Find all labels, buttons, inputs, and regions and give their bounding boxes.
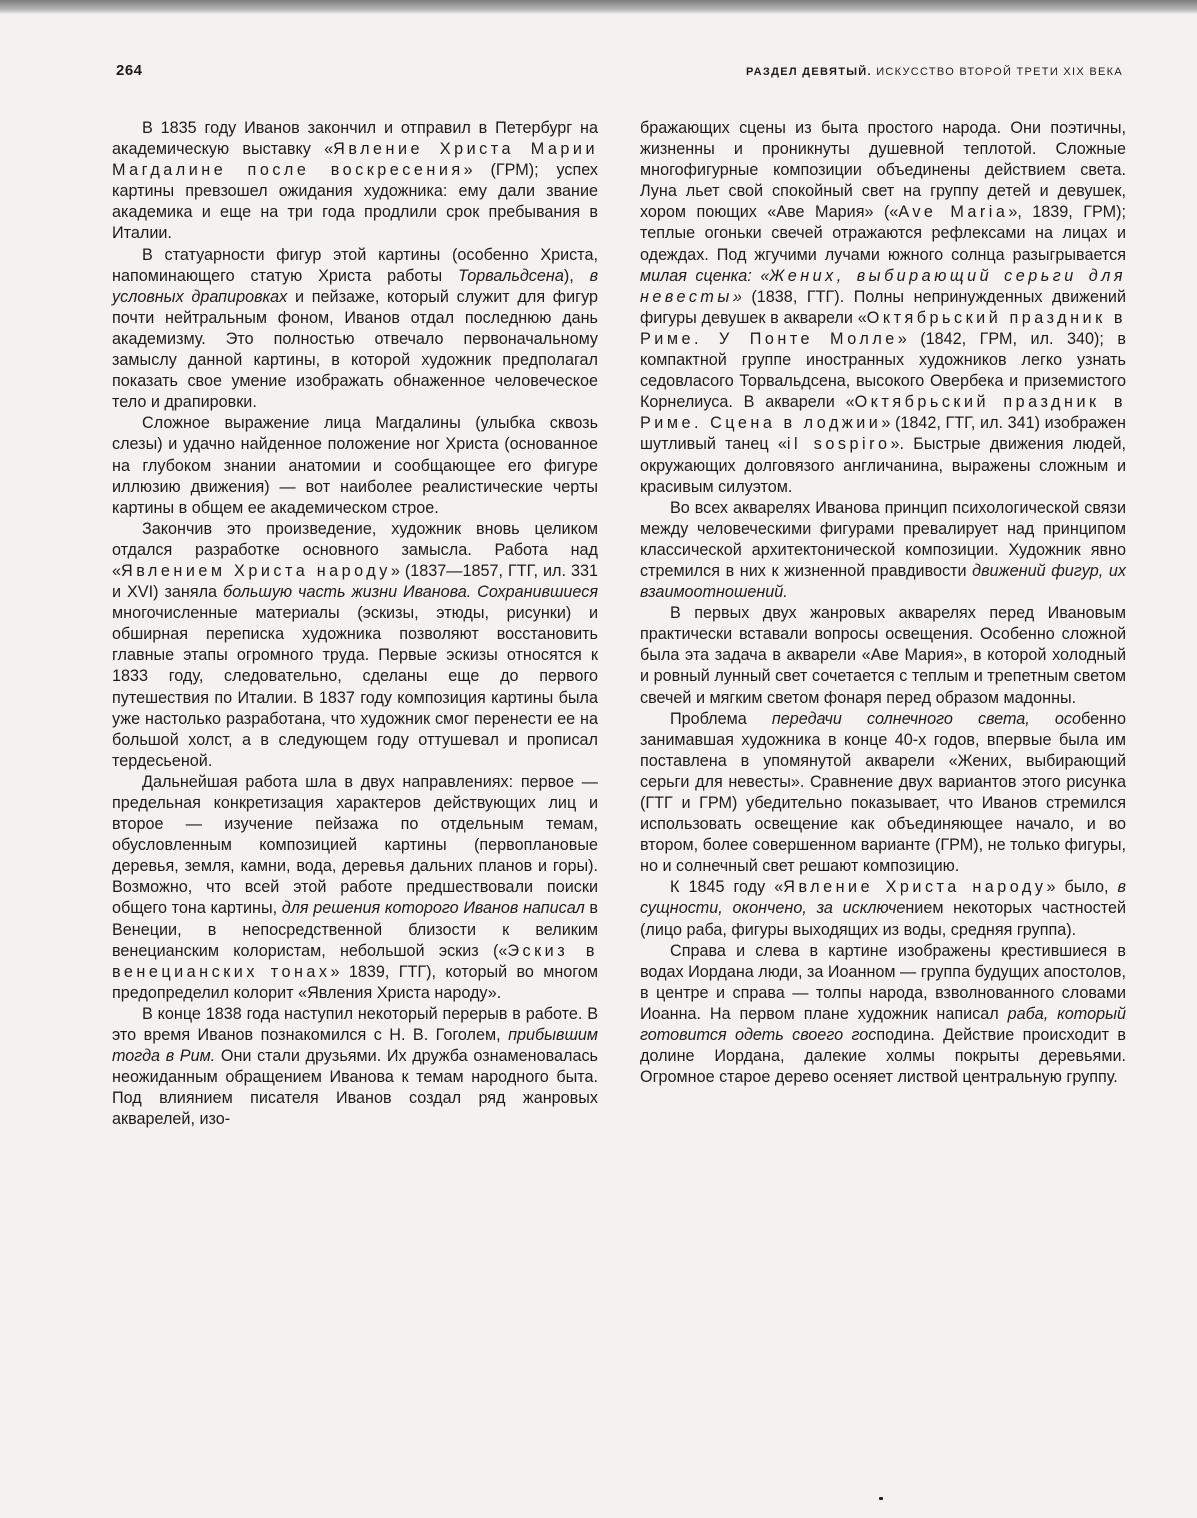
print-speck <box>879 1497 883 1500</box>
running-header-section: РАЗДЕЛ ДЕВЯТЫЙ. <box>746 66 872 78</box>
running-header <box>746 66 1123 78</box>
paragraph: В 1835 году Иванов закончил и отправил в Петербург на академическую выставку «Явление Христа Марии Магдалине после воскресения» (ГРМ); успех картины превзошел ожидания художника: ему дали звание академика и еще на три года продлили срок пребывания в Италии. <box>112 119 598 243</box>
page-number: 264 <box>116 62 143 79</box>
paragraph: В конце 1838 года наступил некоторый перерыв в работе. В это время Иванов познакомился с Н. В. Гоголем, прибывшим тогда в Рим. Они стали друзьями. Их дружба ознаменовалась неожиданным обращением Иванова к темам народного быта. Под влиянием писателя Иванов создал ряд жанровых акварелей, изо- <box>112 1004 598 1129</box>
paragraph-continued: бражающих сцены из быта простого народа. Они поэтичны, жизненны и проникнуты душевной теплотой. Сложные многофигурные композиции объединены действием света. Луна льет свой спокойный свет на группу детей и девушек, хором поющих «Аве Мария» («Ave Maria», 1839, ГРМ); теплые огоньки свечей отражаются рефлексами на лицах и одеждах. Под жгучими лучами южного солнца разыгрывается милая сценка: «Жених, выбирающий серьги для невесты» (1838, ГТГ). Полны непринужденных движений фигуры девушек в акварели «Октябрьский праздник в Риме. У Понте Молле» (1842, ГРМ, ил. 340); в компактной группе иностранных художников легко узнать седовласого Торвальдсена, высокого Овербека и приземистого Корнелиуса. В акварели «Октябрьский праздник в Риме. Сцена в лоджии» (1842, ГТГ, ил. 341) изображен шутливый танец «il sospiro». Быстрые движения людей, окружающих долговязого англичанина, выражены сложным и красивым силуэтом. <box>640 119 1127 496</box>
paragraph: В первых двух жанровых акварелях перед Ивановым практически вставали вопросы освещения. Особенно сложной была эта задача в акварели «Аве Мария», в которой холодный и ровный лунный свет сочетается с теплым и трепетным светом свечей и мягким светом фонаря перед образом мадонны. <box>640 604 1126 707</box>
paragraph: Дальнейшая работа шла в двух направлениях: первое — предельная конкретизация характеров действующих лиц и второе — изучение пейзажа по отдельным темам, обусловленным композицией картины (первоплановые деревья, земля, камни, вода, деревья дальних планов и горы). Возможно, что всей этой работе предшествовали поиски общего тона картины, для решения которого Иванов написал в Венеции, в непосредственной близости к великим венецианским колористам, небольшой эскиз («Эскиз в венецианских тонах» 1839, ГТГ), который во многом предопределил колорит «Явления Христа народу». <box>112 772 598 1002</box>
paragraph: Во всех акварелях Иванова принцип психологической связи между человеческими фигурами превалирует над принципом классической архитектонической композиции. Художник явно стремился в них к жизненной правдивости движений фигур, их взаимоотношений. <box>640 498 1126 602</box>
paragraph: Проблема передачи солнечного света, особенно занимавшая художника в конце 40-х годов, впервые была им поставлена в упомянутой акварели «Жених, выбирающий серьги для невесты». Сравнение двух вариантов этого рисунка (ГТГ и ГРМ) убедительно показывает, что Иванов стремился использовать освещение как объединяющее начало, и во втором, более совершенном варианте (ГРМ), не только фигуры, но и солнечный свет решают композицию. <box>640 709 1126 876</box>
right-column <box>640 118 1126 1088</box>
paragraph: Сложное выражение лица Магдалины (улыбка сквозь слезы) и удачно найденное положение ног Христа (основанное на глубоком знании анатомии и сообщающее его фигуре иллюзию движения) — вот наиболее реалистические черты картины в общем ее академическом строе. <box>112 414 598 517</box>
scan-edge-shadow <box>0 0 1197 14</box>
paragraph: К 1845 году «Явление Христа народу» было, в сущности, окончено, за исключением некоторых частностей (лицо раба, фигуры выходящих из воды, средняя группа). <box>640 878 1126 939</box>
paragraph: В статуарности фигур этой картины (особенно Христа, напоминающего статую Христа работы Торвальдсена), в условных драпировках и пейзаже, который служит для фигур почти нейтральным фоном, Иванов отдал последнюю дань академизму. Это полностью отвечало первоначальному замыслу данной картины, в которой художник предполагал показать свое умение изображать обнаженное человеческое тело и драпировки. <box>112 245 599 412</box>
paragraph: Справа и слева в картине изображены крестившиеся в водах Иордана люди, за Иоанном — группа будущих апостолов, в центре и справа — толпы народа, взволнованного словами Иоанна. На первом плане художник написал раба, который готовится одеть своего господина. Действие происходит в долине Иордана, далекие холмы покрыты деревьями. Огромное старое дерево осеняет листвой центральную группу. <box>640 941 1127 1087</box>
paragraph: Закончив это произведение, художник вновь целиком отдался разработке основного замысла. Работа над «Явлением Христа народу» (1837—1857, ГТГ, ил. 331 и XVI) заняла большую часть жизни Иванова. Сохранившиеся многочисленные материалы (эскизы, этюды, рисунки) и обширная переписка художника позволяют восстановить главные этапы огромного труда. Первые эскизы относятся к 1833 году, следовательно, сделаны еще до первого путешествия по Италии. В 1837 году композиция картины была уже настолько разработана, что художник смог перенести ее на большой холст, а в следующем году оттушевал и прописал тердесьеной. <box>112 519 598 770</box>
running-header-chapter: ИСКУССТВО ВТОРОЙ ТРЕТИ XIX ВЕКА <box>876 66 1123 78</box>
left-column <box>112 118 598 1131</box>
